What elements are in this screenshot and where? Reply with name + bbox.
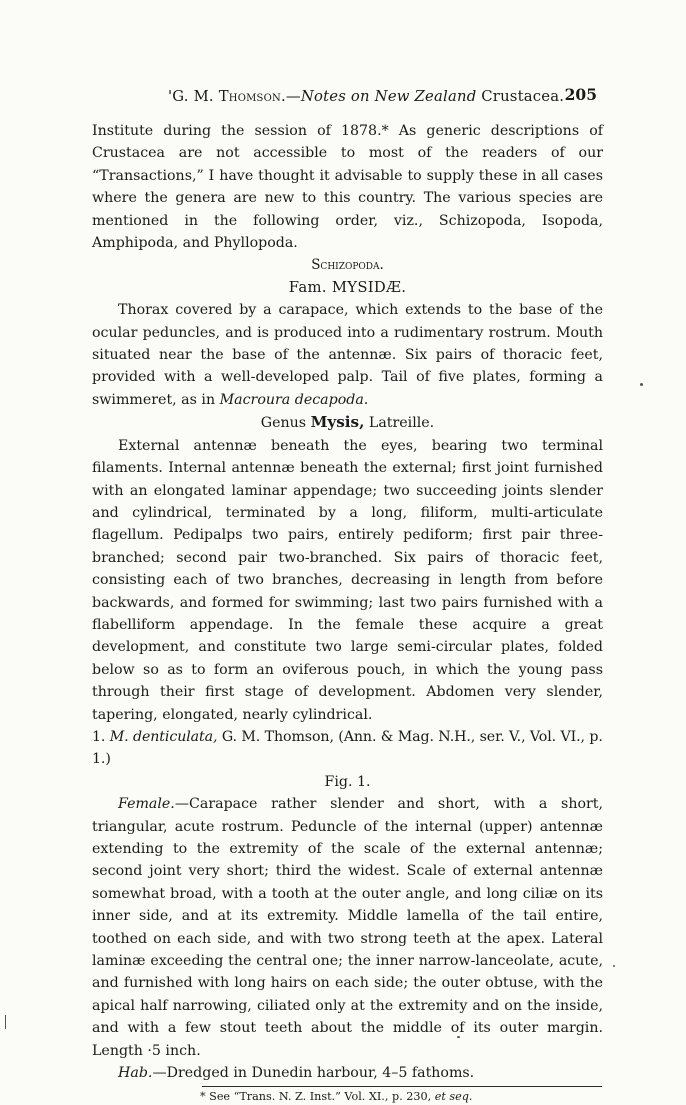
footnote-italic: et seq.: [434, 1090, 473, 1104]
page-content: [92, 86, 603, 1105]
genus-name: Mysis,: [310, 413, 365, 432]
ink-speck: [613, 965, 615, 967]
female-description: [92, 793, 603, 1062]
family-description-text: Thorax covered by a carapace, which extends to the base of the ocular peduncles, and is produced into a rudimentary rostrum. Mouth situated near the base of the antennæ. Six pairs of thoracic feet, provided with a well-developed palp. Tail of five plates, forming a swimmeret, as in: [92, 302, 603, 408]
habitat-label: Hab.: [118, 1065, 153, 1082]
running-head-author: Thomson: [218, 88, 281, 105]
ink-speck: [5, 1015, 6, 1029]
female-description-text: —Carapace rather slender and short, with a short, triangular, acute rostrum. Peduncle of the internal (upper) antennæ extending to the extremity of the scale of the external antennæ; second joint very short; third the widest. Scale of external antennæ somewhat broad, with a tooth at the outer angle, and long ciliæ on its inner side, and at its extremity. Middle lamella of the tail entire, toothed on each side, and with two strong teeth at the apex. Lateral laminæ exceeding the central one; the inner narrow-lanceolate, acute, and furnished with long hairs on each side; the outer obtuse, with the apical half narrowing, ciliated only at the extremity and on the inside, and with a few stout teeth about the middle of its outer margin. Length ·5 inch.: [92, 796, 603, 1059]
genus-authority: Latreille.: [364, 415, 435, 432]
running-head: [168, 86, 564, 108]
female-label: Female.: [118, 796, 175, 813]
species-citation: G. M. Thomson, (Ann. & Mag. N.H., ser. V., Vol. VI., p. 1.): [92, 728, 603, 768]
family-title: Fam. MYSIDÆ.: [288, 278, 407, 296]
running-head-subject: Crustacea.: [476, 88, 565, 105]
running-head-journal: Notes on New Zealand: [300, 88, 477, 105]
running-head-prefix: 'G. M.: [168, 88, 219, 105]
genus-description: External antennæ beneath the eyes, bearing two terminal filaments. Internal antennæ beneath the external; first joint furnished with an elongated laminar appendage; two succeeding joints slender and cylindrical, terminated by a long, filiform, multi-articulate flagellum. Pedipalps two pairs, entirely pediform; first pair three-branched; second pair two-branched. Six pairs of thoracic feet, consisting each of two branches, decreasing in length from before backwards, and formed for swimming; last two pairs furnished with a flabelliform appendage. In the female these acquire a great development, and constitute two large semi-circular plates, folded below so as to form an oviferous pouch, in which the young pass through their first stage of development. Abdomen very slender, tapering, elongated, nearly cylindrical.: [92, 437, 603, 723]
species-number: 1.: [92, 728, 110, 745]
habitat-text: —Dredged in Dunedin harbour, 4–5 fathoms.: [152, 1065, 475, 1082]
genus-heading: [92, 411, 603, 434]
page-header: [92, 86, 603, 112]
page-number: 205: [564, 85, 597, 104]
section-title: Schizopoda.: [311, 257, 384, 274]
ink-speck: [457, 1036, 460, 1038]
family-description-italic: Macroura decapoda.: [219, 391, 369, 408]
figure-label: Fig. 1.: [324, 773, 371, 790]
species-line: [92, 726, 603, 771]
genus-prefix: Genus: [260, 415, 311, 432]
footnote-text: * See “Trans. N. Z. Inst.” Vol. XI., p. 230,: [200, 1090, 435, 1104]
family-description: [92, 299, 603, 411]
species-name: M. denticulata,: [109, 728, 218, 745]
intro-paragraph: Institute during the session of 1878.* As generic descriptions of Crustacea are not accessible to most of the readers of our “Transactions,” I have thought it advisable to supply these in all cases where the genera are new to this country. The various species are mentioned in the following order, viz., Schizopoda, Isopoda, Amphipoda, and Phyllopoda.: [92, 123, 603, 252]
footnote-rule: [202, 1086, 602, 1087]
running-head-dash: .—: [280, 88, 301, 105]
ink-speck: [640, 383, 643, 386]
habitat-line: [92, 1062, 603, 1084]
footnote: [200, 1089, 603, 1105]
